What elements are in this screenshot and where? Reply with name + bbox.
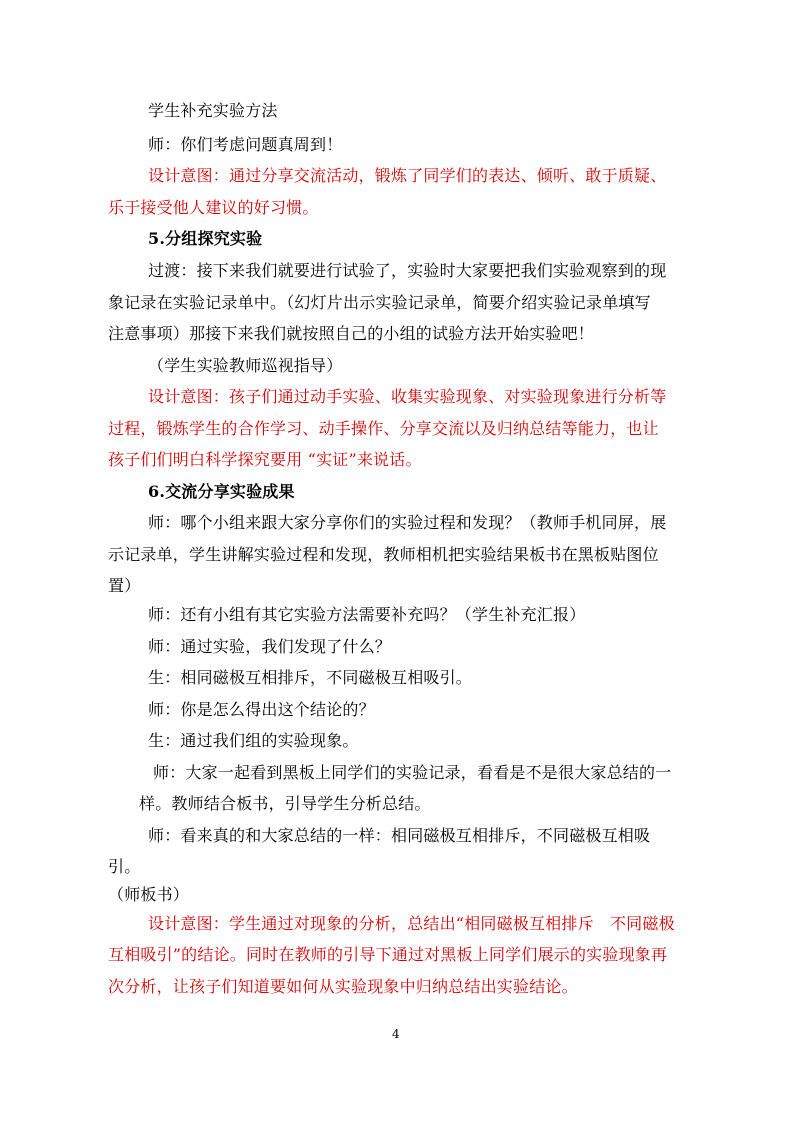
design-intent-line: 乐于接受他人建议的好习惯。 <box>108 198 319 217</box>
text-line: 师：你们考虑问题真周到！ <box>148 135 343 154</box>
design-intent-line: 过程，锻炼学生的合作学习、动手操作、分享交流以及归纳总结等能力，也让 <box>108 419 659 438</box>
text-line: 象记录在实验记录单中。（幻灯片出示实验记录单，简要介绍实验记录单填写 <box>108 293 651 312</box>
text-line: 师：看来真的和大家总结的一样：相同磁极互相排斥，不同磁极互相吸 <box>148 826 651 845</box>
text-line: 过渡：接下来我们就要进行试验了，实验时大家要把我们实验观察到的现 <box>148 261 667 280</box>
design-intent-line: 设计意图：通过分享交流活动，锻炼了同学们的表达、倾听、敢于质疑、 <box>148 166 667 185</box>
text-line: 师：哪个小组来跟大家分享你们的实验过程和发现？（教师手机同屏，展 <box>148 513 667 532</box>
text-line: 学生补充实验方法 <box>148 101 278 120</box>
text-line: 样。教师结合板书，引导学生分析总结。 <box>139 794 431 813</box>
text-line: 置） <box>108 576 141 595</box>
design-intent-line: 互相吸引”的结论。同时在教师的引导下通过对黑板上同学们展示的实验现象再 <box>108 945 668 964</box>
design-intent-line: 次分析，让孩子们知道要如何从实验现象中归纳总结出实验结论。 <box>108 977 578 996</box>
text-line: 生：通过我们组的实验现象。 <box>148 731 359 750</box>
design-intent-line: 设计意图：孩子们通过动手实验、收集实验现象、对实验现象进行分析等 <box>148 387 667 406</box>
text-line: 注意事项）那接下来我们就按照自己的小组的试验方法开始实验吧！ <box>108 324 595 343</box>
text-line: 引。 <box>108 857 141 876</box>
text-line: （师板书） <box>108 885 190 904</box>
text-line: 师：大家一起看到黑板上同学们的实验记录，看看是不是很大家总结的一 <box>153 763 672 782</box>
text-line: 师：还有小组有其它实验方法需要补充吗？（学生补充汇报） <box>148 605 586 624</box>
design-intent-line: 设计意图：学生通过对现象的分析，总结出“相同磁极互相排斥 不同磁极 <box>148 914 675 933</box>
text-line: 生：相同磁极互相排斥，不同磁极互相吸引。 <box>148 668 473 687</box>
text-line: 示记录单，学生讲解实验过程和发现，教师相机把实验结果板书在黑板贴图位 <box>108 545 659 564</box>
section-heading: 5.分组探究实验 <box>148 229 263 248</box>
text-line: （学生实验教师巡视指导） <box>148 356 343 375</box>
text-line: 师：你是怎么得出这个结论的？ <box>148 700 375 719</box>
page-number: 4 <box>392 1027 400 1041</box>
section-heading: 6.交流分享实验成果 <box>148 482 295 501</box>
text-line: 师：通过实验，我们发现了什么？ <box>148 637 392 656</box>
design-intent-line: 孩子们们明白科学探究要用 “实证”来说话。 <box>108 450 422 469</box>
